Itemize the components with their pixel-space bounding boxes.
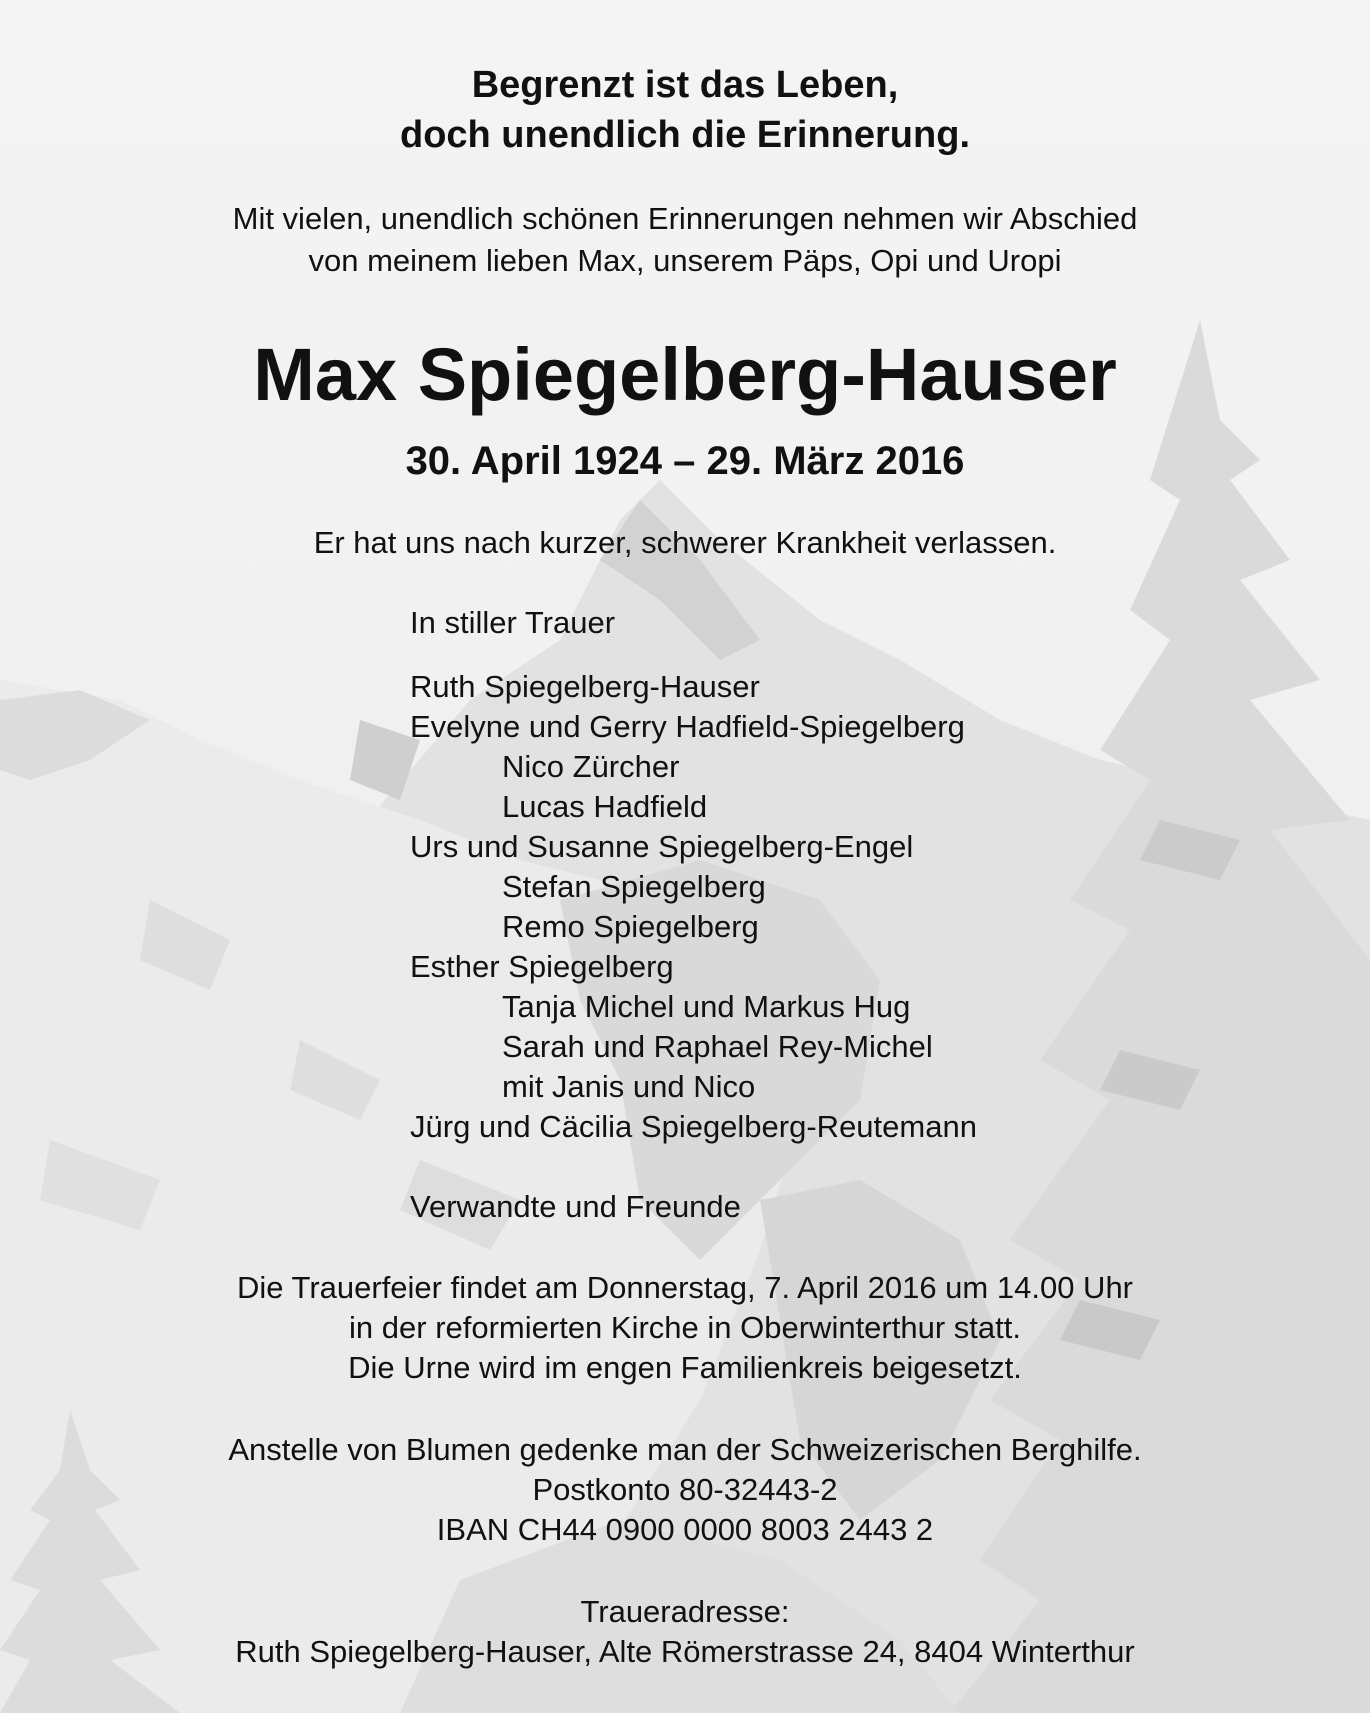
service-line: Die Trauerfeier findet am Donnerstag, 7. April 2016 um 14.00 Uhr xyxy=(236,1270,1134,1305)
donation-line: Postkonto 80-32443-2 xyxy=(532,1472,838,1507)
mourner-name: Sarah und Raphael Rey-Michel xyxy=(502,1029,933,1064)
mourner-name: Tanja Michel und Markus Hug xyxy=(502,989,911,1024)
mourner-name: Urs und Susanne Spiegelberg-Engel xyxy=(410,829,914,864)
intro-line: Mit vielen, unendlich schönen Erinnerungen nehmen wir Abschied xyxy=(232,201,1138,236)
mourners-list xyxy=(410,603,977,1227)
mourner-name: Evelyne und Gerry Hadfield-Spiegelberg xyxy=(410,709,965,744)
mourner-name: Ruth Spiegelberg-Hauser xyxy=(410,669,760,704)
intro-line: von meinem lieben Max, unserem Päps, Opi und Uropi xyxy=(308,243,1062,278)
mourner-name: mit Janis und Nico xyxy=(502,1069,756,1104)
motto-line: doch unendlich die Erinnerung. xyxy=(399,114,971,156)
mourner-name: Stefan Spiegelberg xyxy=(502,869,766,904)
donation-info xyxy=(0,1430,1370,1550)
illness-note: Er hat uns nach kurzer, schwerer Krankheit verlassen. xyxy=(313,525,1057,560)
address-line: Ruth Spiegelberg-Hauser, Alte Römerstrasse 24, 8404 Winterthur xyxy=(235,1634,1135,1669)
intro-text xyxy=(0,198,1370,282)
motto xyxy=(0,60,1370,160)
motto-line: Begrenzt ist das Leben, xyxy=(471,64,899,106)
mourning-address xyxy=(0,1592,1370,1672)
donation-line: IBAN CH44 0900 0000 8003 2443 2 xyxy=(436,1512,934,1547)
service-line: Die Urne wird im engen Familienkreis beigesetzt. xyxy=(348,1350,1022,1385)
mourner-name: Esther Spiegelberg xyxy=(410,949,674,984)
deceased-name: Max Spiegelberg-Hauser xyxy=(253,333,1117,416)
address-label: Traueradresse: xyxy=(580,1594,790,1629)
relatives-line: Verwandte und Freunde xyxy=(410,1189,741,1224)
life-dates: 30. April 1924 – 29. März 2016 xyxy=(405,439,965,483)
mourning-heading: In stiller Trauer xyxy=(410,605,616,640)
mourner-name: Jürg und Cäcilia Spiegelberg-Reutemann xyxy=(410,1109,977,1144)
mourner-name: Nico Zürcher xyxy=(502,749,680,784)
funeral-service-info xyxy=(0,1268,1370,1388)
mourner-name: Remo Spiegelberg xyxy=(502,909,759,944)
service-line: in der reformierten Kirche in Oberwinterthur statt. xyxy=(349,1310,1021,1345)
donation-line: Anstelle von Blumen gedenke man der Schweizerischen Berghilfe. xyxy=(228,1432,1142,1467)
mourner-name: Lucas Hadfield xyxy=(502,789,708,824)
